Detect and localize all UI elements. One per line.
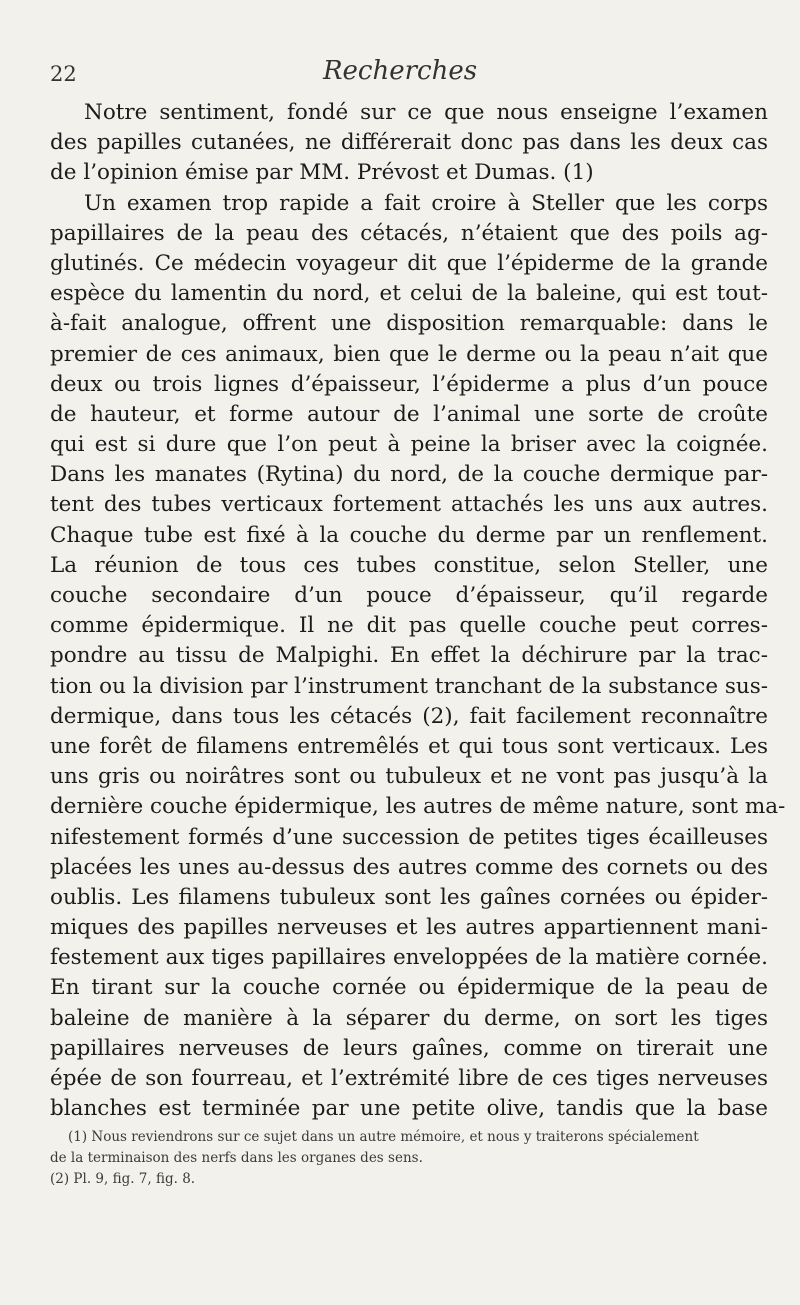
text-line: En tirant sur la couche cornée ou épidermique de la peau de [50, 975, 768, 1001]
text-line: Un examen trop rapide a fait croire à Steller que les corps [84, 190, 768, 216]
text-line: dermique, dans tous les cétacés (2), fait facilement reconnaître [50, 703, 768, 729]
footnotes [50, 1127, 768, 1190]
body-text [50, 98, 786, 1124]
text-line: baleine de manière à la séparer du derme, on sort les tiges [50, 1005, 768, 1031]
running-title: Recherches [322, 56, 478, 86]
text-line: Dans les manates (Rytina) du nord, de la couche dermique par- [50, 462, 768, 488]
text-line: tent des tubes verticaux fortement attachés les uns aux autres. [50, 492, 768, 518]
text-line: glutinés. Ce médecin voyageur dit que l’épiderme de la grande [50, 250, 768, 276]
text-line: de l’opinion émise par MM. Prévost et Dumas. (1) [50, 160, 594, 186]
text-line: premier de ces animaux, bien que le derme ou la peau n’ait que [50, 341, 768, 367]
text-line: Chaque tube est fixé à la couche du derme par un renflement. [50, 522, 768, 548]
text-line: des papilles cutanées, ne différerait donc pas dans les deux cas [50, 130, 768, 156]
text-line: festement aux tiges papillaires enveloppées de la matière cornée. [50, 945, 768, 971]
text-line: épée de son fourreau, et l’extrémité libre de ces tiges nerveuses [50, 1066, 768, 1091]
text-line: dernière couche épidermique, les autres de même nature, sont ma- [50, 794, 786, 820]
footnote-1-continued: de la terminaison des nerfs dans les organes des sens. [50, 1150, 423, 1166]
text-line: couche secondaire d’un pouce d’épaisseur, qu’il regarde [50, 583, 768, 608]
footnote-1: (1) Nous reviendrons sur ce sujet dans un autre mémoire, et nous y traiterons spécialement [68, 1129, 699, 1145]
text-line: qui est si dure que l’on peut à peine la briser avec la coignée. [50, 432, 768, 458]
text-line: La réunion de tous ces tubes constitue, selon Steller, une [50, 552, 768, 578]
text-line: papillaires nerveuses de leurs gaînes, comme on tirerait une [50, 1035, 768, 1061]
page-header [0, 56, 800, 96]
text-line: une forêt de filamens entremêlés et qui tous sont verticaux. Les [50, 733, 768, 759]
page-number: 22 [50, 62, 77, 86]
text-line: Notre sentiment, fondé sur ce que nous enseigne l’examen [84, 100, 768, 125]
footnote-2: (2) Pl. 9, fig. 7, fig. 8. [50, 1171, 196, 1187]
text-line: comme épidermique. Il ne dit pas quelle couche peut corres- [50, 613, 768, 639]
text-line: papillaires de la peau des cétacés, n’étaient que des poils ag- [50, 220, 768, 246]
text-line: tion ou la division par l’instrument tranchant de la substance sus- [50, 673, 769, 699]
text-line: à-fait analogue, offrent une disposition remarquable: dans le [50, 311, 768, 337]
text-line: deux ou trois lignes d’épaisseur, l’épiderme a plus d’un pouce [50, 371, 768, 397]
text-line: uns gris ou noirâtres sont ou tubuleux et ne vont pas jusqu’à la [50, 764, 768, 790]
text-line: pondre au tissu de Malpighi. En effet la déchirure par la trac- [50, 643, 768, 669]
text-line: miques des papilles nerveuses et les autres appartiennent mani- [50, 915, 768, 941]
text-line: oublis. Les filamens tubuleux sont les gaînes cornées ou épider- [50, 884, 768, 910]
text-line: blanches est terminée par une petite olive, tandis que la base [50, 1096, 768, 1122]
text-line: placées les unes au-dessus des autres comme des cornets ou des [50, 854, 768, 880]
text-line: de hauteur, et forme autour de l’animal une sorte de croûte [50, 401, 768, 427]
text-line: espèce du lamentin du nord, et celui de la baleine, qui est tout- [50, 281, 768, 307]
text-line: nifestement formés d’une succession de petites tiges écailleuses [50, 824, 768, 850]
